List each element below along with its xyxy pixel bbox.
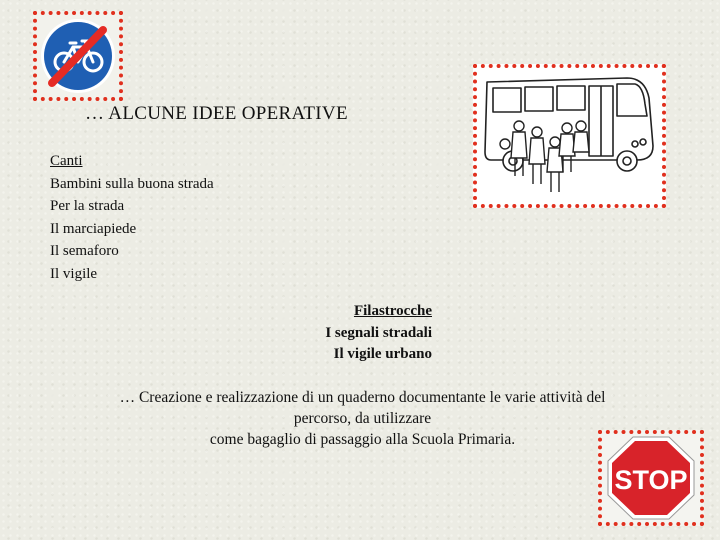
end-of-cycle-path-sign-icon <box>37 15 119 97</box>
stop-sign-icon <box>602 434 700 522</box>
canti-item: Il marciapiede <box>50 220 137 237</box>
paragraph-line: percorso, da utilizzare <box>293 410 432 427</box>
filastrocche-item: Il vigile urbano <box>333 346 432 362</box>
bus-illustration-frame <box>473 64 666 208</box>
canti-item: Per la strada <box>50 198 125 214</box>
school-bus-children-icon <box>477 68 662 204</box>
filastrocche-heading: Filastrocche <box>353 303 432 319</box>
canti-section <box>50 150 214 285</box>
filastrocche-section <box>325 301 432 366</box>
description-paragraph <box>70 387 655 450</box>
stop-sign-text: STOP <box>614 465 688 495</box>
paragraph-line: come bagaglio di passaggio alla Scuola Primaria. <box>209 431 516 448</box>
page-title: … ALCUNE IDEE OPERATIVE <box>85 103 348 124</box>
stop-sign-frame <box>598 430 704 526</box>
paragraph-line: … Creazione e realizzazione di un quaderno documentante le varie attività del <box>119 389 606 406</box>
canti-heading: Canti <box>50 153 83 169</box>
canti-item: Bambini sulla buona strada <box>50 175 214 192</box>
filastrocche-item: I segnali stradali <box>325 324 432 341</box>
canti-item: Il vigile <box>50 265 98 282</box>
canti-item: Il semaforo <box>50 243 119 259</box>
bike-sign-frame <box>33 11 123 101</box>
